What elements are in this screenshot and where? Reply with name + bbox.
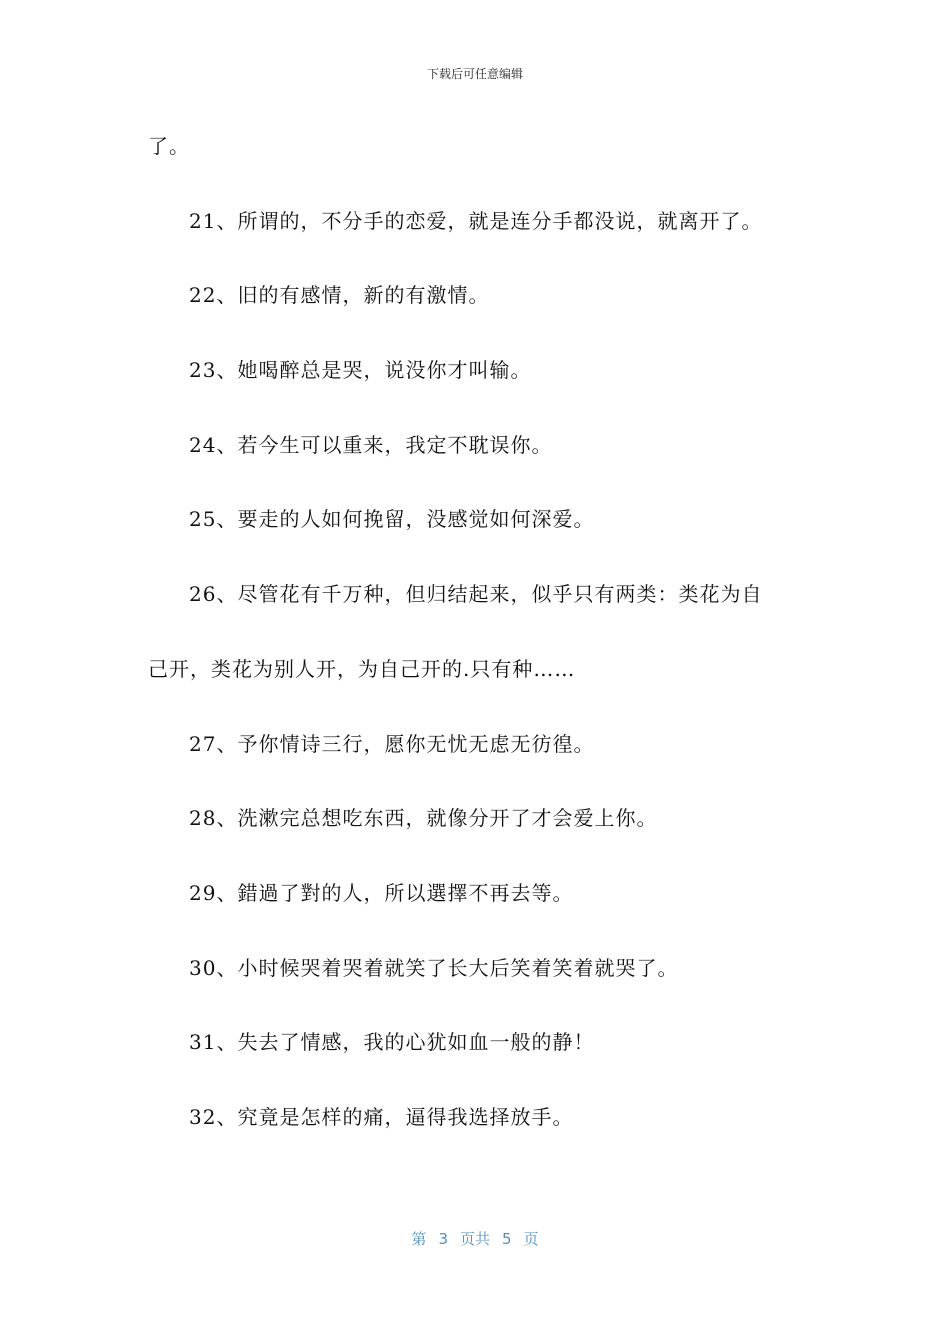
text-line: 21、所谓的，不分手的恋爱，就是连分手都没说，就离开了。 (189, 208, 763, 233)
text-line: 28、洗漱完总想吃东西，就像分开了才会爱上你。 (189, 806, 658, 831)
text-line: 30、小时候哭着哭着就笑了长大后笑着笑着就哭了。 (189, 955, 679, 980)
text-line: 22、旧的有感情，新的有激情。 (189, 283, 490, 308)
text-line: 32、究竟是怎样的痛，逼得我选择放手。 (189, 1104, 574, 1129)
page-header: 下载后可任意编辑 (426, 67, 523, 81)
text-line: 29、錯過了對的人，所以選擇不再去等。 (189, 880, 574, 905)
text-line: 己开，类花为别人开，为自己开的.只有种…… (148, 656, 576, 681)
page-label: 第 (411, 1230, 427, 1248)
text-line: 了。 (148, 134, 190, 158)
page-footer (0, 1229, 950, 1249)
total-pages-number: 5 (502, 1230, 512, 1248)
text-line: 27、予你情诗三行，愿你无忧无虑无彷徨。 (189, 731, 595, 756)
current-page-number: 3 (438, 1230, 448, 1248)
text-line: 23、她喝醉总是哭，说没你才叫输。 (189, 358, 532, 383)
text-line: 31、失去了情感，我的心犹如血一般的静！ (189, 1030, 595, 1055)
text-line: 25、要走的人如何挽留，没感觉如何深爱。 (189, 507, 595, 532)
page-suffix: 页 (523, 1230, 539, 1248)
text-line: 26、尽管花有千万种，但归结起来，似乎只有两类：类花为自 (189, 582, 763, 607)
total-label: 页共 (459, 1230, 490, 1248)
text-line: 24、若今生可以重来，我定不耽误你。 (189, 432, 553, 457)
document-body (148, 126, 808, 1172)
